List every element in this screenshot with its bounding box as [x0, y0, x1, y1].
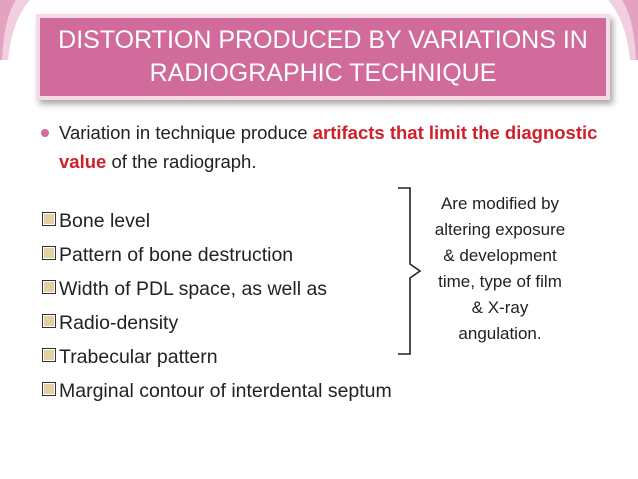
note-line: angulation. [458, 324, 542, 343]
decorative-corner-left [0, 0, 34, 60]
note-line: Are modified by [440, 194, 560, 213]
intro-bullet [42, 118, 602, 176]
note-line: altering exposure [434, 220, 566, 239]
note-line: & X-ray [471, 298, 529, 317]
checkbox-bullet-icon [42, 382, 56, 396]
list-item-label: Width of PDL space, as well as [59, 278, 328, 300]
intro-text-part-2: of the radiograph. [106, 151, 257, 172]
list-item-label: Radio-density [59, 312, 179, 334]
list-item-label: Pattern of bone destruction [59, 244, 294, 266]
list-item [42, 306, 392, 340]
list-item-label: Trabecular pattern [59, 346, 218, 368]
checkbox-bullet-icon [42, 246, 56, 260]
note-line: time, type of film [438, 272, 562, 291]
modification-note [420, 191, 580, 347]
checkbox-bullet-icon [42, 314, 56, 328]
slide-title-line-1: DISTORTION PRODUCED BY VARIATIONS IN [58, 26, 588, 54]
intro-text [59, 118, 602, 176]
slide-title-box [36, 14, 610, 100]
list-item-label: Marginal contour of interdental septum [59, 380, 392, 402]
checkbox-bullet-icon [42, 280, 56, 294]
list-item [42, 340, 392, 374]
bullet-dot-icon [41, 129, 49, 137]
list-item [42, 272, 392, 306]
list-item [42, 204, 392, 238]
intro-highlight: artifacts that limit the diagnostic value [59, 122, 598, 172]
note-line: & development [443, 246, 557, 265]
list-item-label: Bone level [59, 210, 151, 232]
checkbox-bullet-icon [42, 348, 56, 362]
list-item [42, 374, 392, 408]
intro-text-part-1: Variation in technique produce [59, 122, 313, 143]
slide-title-line-2: RADIOGRAPHIC TECHNIQUE [149, 59, 497, 87]
feature-list [42, 204, 392, 408]
checkbox-bullet-icon [42, 212, 56, 226]
list-item [42, 238, 392, 272]
